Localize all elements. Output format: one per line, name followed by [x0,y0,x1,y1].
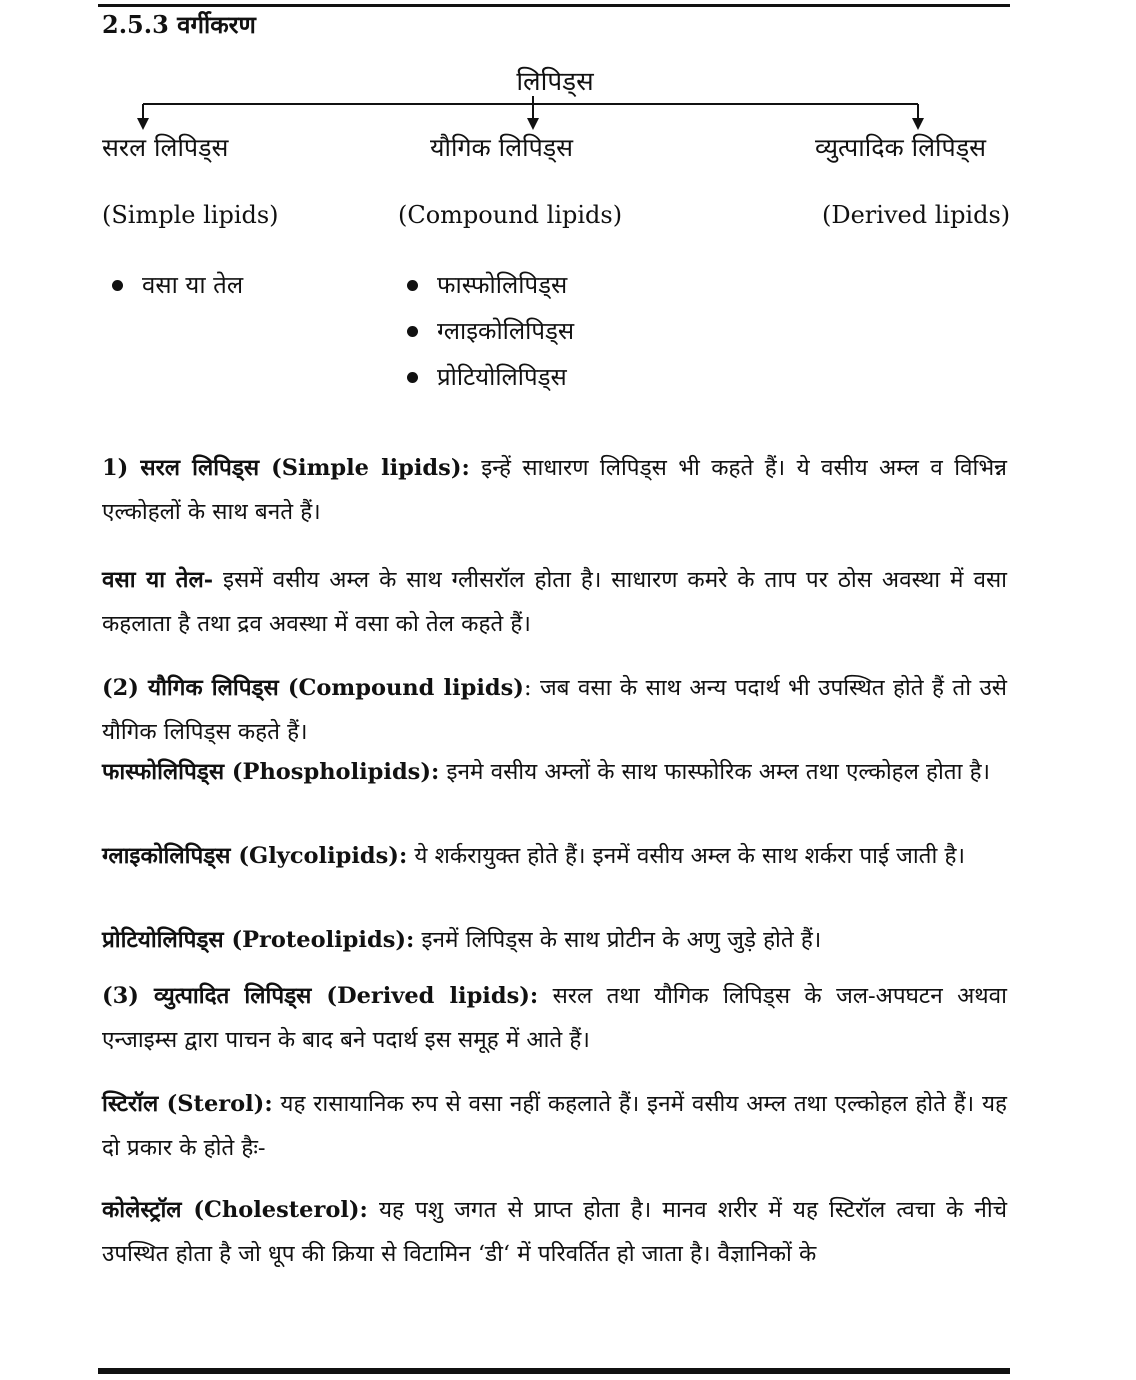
branch-derived-lipids: व्युत्पादिक लिपिड्स [815,133,986,162]
bullet-icon [407,372,418,383]
paragraph-cholesterol: कोलेस्ट्रॉल (Cholesterol): यह पशु जगत से प्राप्त होता है। मानव शरीर में यह स्टिरॉल त्वचा के नीचे उपस्थित होता है जो धूप की क्रिया से विटामिन ‘डी‘ में परिवर्तित हो जाता है। वैज्ञानिकों के [102,1197,1007,1267]
paragraph-sterol: स्टिरॉल (Sterol): यह रासायानिक रुप से वसा नहीं कहलाते हैं। इनमें वसीय अम्ल तथा एल्कोहल होते हैं। यह दो प्रकार के होते हैः- [102,1091,1007,1161]
bottom-rule [98,1368,1010,1374]
branch-simple-english: (Simple lipids) [102,201,279,229]
tree-root: लिपिड्स [516,67,594,97]
paragraph-compound-lipids: (2) यौगिक लिपिड्स (Compound lipids): जब वसा के साथ अन्य पदार्थ भी उपस्थित होते हैं तो उसे यौगिक लिपिड्स कहते हैं। [102,675,1007,745]
branch-compound-english: (Compound lipids) [398,201,623,229]
section-heading: 2.5.3 वर्गीकरण [102,10,256,39]
bullet-icon [407,326,418,337]
bullet-icon [407,280,418,291]
bullet-icon [112,280,123,291]
list-item: फास्फोलिपिड्स [405,262,574,308]
branch-derived-english: (Derived lipids) [822,201,1011,229]
branch-compound-lipids: यौगिक लिपिड्स [430,133,574,162]
simple-lipids-list [110,262,243,308]
compound-lipids-list [405,262,574,400]
list-item: वसा या तेल [110,262,243,308]
paragraph-fat-or-oil: वसा या तेल- इसमें वसीय अम्ल के साथ ग्लीसरॉल होता है। साधारण कमरे के ताप पर ठोस अवस्था में वसा कहलाता है तथा द्रव अवस्था में वसा को तेल कहते हैं। [102,567,1008,637]
paragraph-proteolipids: प्रोटियोलिपिड्स (Proteolipids): इनमें लिपिड्स के साथ प्रोटीन के अणु जुड़े होते हैं। [102,927,822,953]
branch-simple-lipids: सरल लिपिड्स [102,133,229,162]
list-item: ग्लाइकोलिपिड्स [405,308,574,354]
paragraph-derived-lipids: (3) व्युत्पादित लिपिड्स (Derived lipids): सरल तथा यौगिक लिपिड्स के जल-अपघटन अथवा एन्जाइम्स द्वारा पाचन के बाद बने पदार्थ इस समूह में आते हैं। [102,983,1008,1053]
paragraph-glycolipids: ग्लाइकोलिपिड्स (Glycolipids): ये शर्करायुक्त होते हैं। इनमें वसीय अम्ल के साथ शर्करा पाई जाती है। [102,843,965,869]
list-item: प्रोटियोलिपिड्स [405,354,574,400]
paragraph-phospholipids: फास्फोलिपिड्स (Phospholipids): इनमे वसीय अम्लों के साथ फास्फोरिक अम्ल तथा एल्कोहल होता है। [102,759,991,785]
paragraph-simple-lipids: 1) सरल लिपिड्स (Simple lipids): इन्हें साधारण लिपिड्स भी कहते हैं। ये वसीय अम्ल व विभिन्न एल्कोहलों के साथ बनते हैं। [102,455,1008,525]
